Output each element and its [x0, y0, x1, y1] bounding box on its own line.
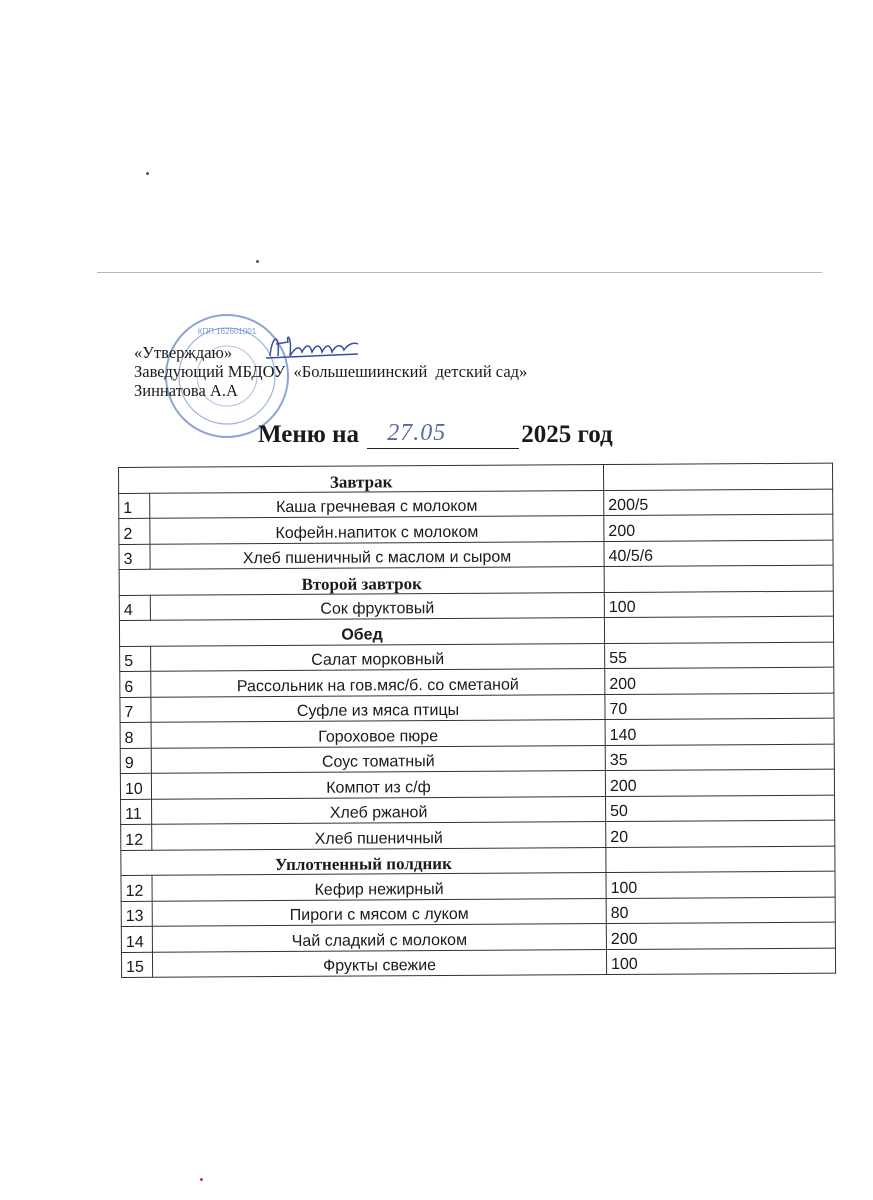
item-portion: 50: [606, 795, 835, 822]
item-number: 9: [120, 748, 151, 774]
item-name: Компот из с/ф: [151, 771, 605, 799]
title-suffix: 2025 год: [521, 421, 613, 448]
menu-item-row: [121, 948, 835, 978]
item-portion: 200: [604, 514, 833, 541]
item-number: 6: [120, 671, 151, 697]
item-portion: 100: [606, 871, 835, 898]
scan-edge-line: [97, 272, 822, 273]
item-number: 7: [120, 697, 151, 723]
item-number: 13: [121, 901, 152, 927]
item-number: 15: [121, 952, 152, 978]
item-name: Сок фруктовый: [150, 592, 604, 620]
item-name: Кефир нежирный: [152, 873, 606, 901]
item-name: Хлеб пшеничный с маслом и сыром: [150, 541, 604, 569]
scan-speck: [146, 172, 149, 175]
item-number: 5: [120, 646, 151, 672]
approve-label: «Утверждаю»: [134, 343, 233, 362]
item-number: 12: [121, 824, 152, 850]
item-number: 1: [119, 493, 150, 519]
item-name: Каша гречневая с молоком: [150, 490, 604, 518]
handwritten-date: 27.05: [387, 420, 447, 446]
item-portion: 200: [605, 667, 834, 694]
item-name: Гороховое пюре: [151, 720, 605, 748]
item-portion: 200: [605, 769, 834, 796]
menu-table: [118, 463, 836, 978]
item-portion: 35: [605, 744, 834, 771]
item-portion: 70: [605, 693, 834, 720]
item-number: 11: [121, 799, 152, 825]
item-name: Суфле из мяса птицы: [151, 694, 605, 722]
item-portion: 200/5: [604, 489, 833, 516]
item-number: 3: [119, 544, 150, 570]
item-name: Кофейн.напиток с молоком: [150, 516, 604, 544]
item-number: 12: [121, 875, 152, 901]
item-name: Соус томатный: [151, 745, 605, 773]
item-name: Хлеб ржаной: [152, 796, 606, 824]
item-portion: 80: [606, 897, 835, 924]
scan-speck: [200, 1178, 203, 1181]
empty-cell: [604, 616, 833, 643]
item-number: 8: [120, 722, 151, 748]
scan-speck: [256, 260, 259, 263]
item-portion: 20: [606, 820, 835, 847]
item-portion: 140: [605, 718, 834, 745]
section-title: Уплотненный полдник: [121, 847, 606, 875]
title-prefix: Меню на: [258, 421, 360, 448]
section-title: Второй завтрок: [119, 567, 604, 595]
item-name: Рассольник на гов.мяс/б. со сметаной: [151, 669, 605, 697]
item-name: Чай сладкий с молоком: [152, 924, 606, 952]
stamp-text: КПП 162601001: [197, 327, 257, 336]
item-number: 10: [120, 773, 151, 799]
item-name: Фрукты свежие: [152, 949, 606, 977]
item-name: Пироги с мясом с луком: [152, 898, 606, 926]
item-name: Салат морковный: [151, 643, 605, 671]
item-number: 2: [119, 518, 150, 544]
item-portion: 100: [604, 591, 833, 618]
empty-cell: [603, 463, 832, 490]
item-name: Хлеб пшеничный: [152, 822, 606, 850]
item-portion: 100: [606, 948, 835, 975]
section-title: Обед: [119, 618, 604, 646]
empty-cell: [604, 565, 833, 592]
date-field: [367, 420, 519, 449]
approval-block: [134, 343, 527, 400]
item-number: 4: [119, 595, 150, 621]
empty-cell: [606, 846, 835, 873]
director-name: Зиннатова А.А: [134, 381, 238, 400]
item-portion: 40/5/6: [604, 540, 833, 567]
item-portion: 55: [605, 642, 834, 669]
section-title: Завтрак: [119, 465, 604, 493]
item-number: 14: [121, 926, 152, 952]
page-title: [258, 421, 613, 449]
position-label: Заведующий МБДОУ «Большешиинский детский сад»: [134, 362, 528, 381]
item-portion: 200: [606, 922, 835, 949]
